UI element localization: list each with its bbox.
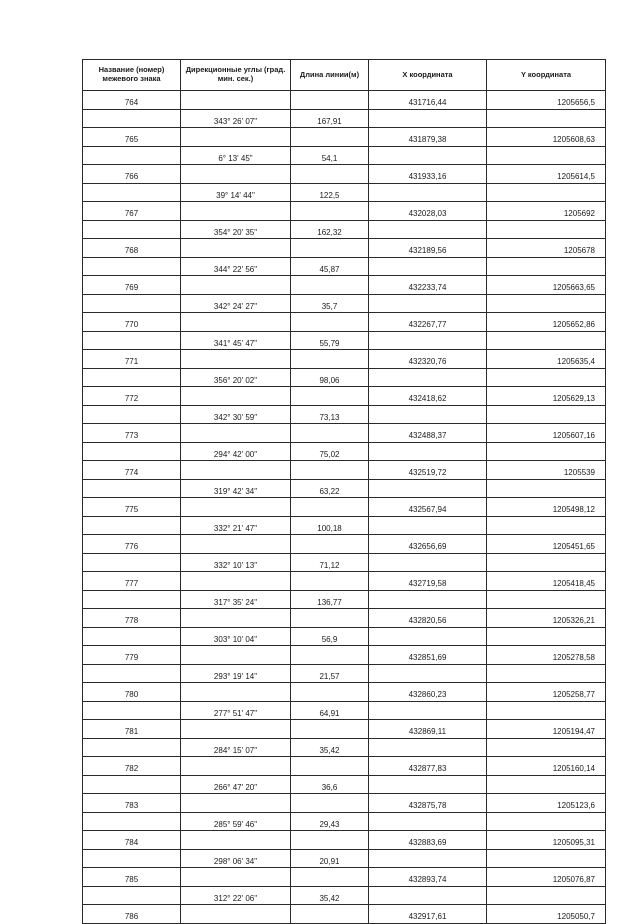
line-length-cell: 71,12 xyxy=(291,554,369,572)
empty-angle-cell xyxy=(181,128,291,147)
empty-x-cell xyxy=(369,702,487,720)
empty-name-cell xyxy=(83,517,181,535)
point-row xyxy=(83,313,606,332)
y-coordinate-cell: 1205258,77 xyxy=(487,683,606,702)
mark-name-cell: 772 xyxy=(83,387,181,406)
segment-row xyxy=(83,480,606,498)
x-coordinate-cell: 432418,62 xyxy=(369,387,487,406)
segment-row xyxy=(83,110,606,128)
empty-length-cell xyxy=(291,313,369,332)
x-coordinate-cell: 432189,56 xyxy=(369,239,487,258)
direction-angle-cell: 298° 06' 34" xyxy=(181,850,291,868)
y-coordinate-cell: 1205608,63 xyxy=(487,128,606,147)
empty-y-cell xyxy=(487,665,606,683)
segment-row xyxy=(83,665,606,683)
line-length-cell: 56,9 xyxy=(291,628,369,646)
mark-name-cell: 765 xyxy=(83,128,181,147)
segment-row xyxy=(83,628,606,646)
segment-row xyxy=(83,850,606,868)
line-length-cell: 21,57 xyxy=(291,665,369,683)
empty-angle-cell xyxy=(181,202,291,221)
line-length-cell: 35,7 xyxy=(291,295,369,313)
empty-y-cell xyxy=(487,295,606,313)
segment-row xyxy=(83,813,606,831)
line-length-cell: 73,13 xyxy=(291,406,369,424)
point-row xyxy=(83,757,606,776)
empty-y-cell xyxy=(487,110,606,128)
mark-name-cell: 783 xyxy=(83,794,181,813)
empty-name-cell xyxy=(83,184,181,202)
empty-x-cell xyxy=(369,332,487,350)
segment-row xyxy=(83,591,606,609)
point-row xyxy=(83,387,606,406)
empty-name-cell xyxy=(83,369,181,387)
x-coordinate-cell: 432877,83 xyxy=(369,757,487,776)
empty-length-cell xyxy=(291,720,369,739)
empty-angle-cell xyxy=(181,535,291,554)
empty-name-cell xyxy=(83,591,181,609)
table-header-row xyxy=(83,60,606,91)
x-coordinate-cell: 432233,74 xyxy=(369,276,487,295)
segment-row xyxy=(83,184,606,202)
empty-x-cell xyxy=(369,147,487,165)
point-row xyxy=(83,868,606,887)
mark-name-cell: 784 xyxy=(83,831,181,850)
empty-angle-cell xyxy=(181,387,291,406)
mark-name-cell: 785 xyxy=(83,868,181,887)
empty-angle-cell xyxy=(181,239,291,258)
y-coordinate-cell: 1205498,12 xyxy=(487,498,606,517)
empty-length-cell xyxy=(291,350,369,369)
empty-x-cell xyxy=(369,184,487,202)
x-coordinate-cell: 432917,61 xyxy=(369,905,487,924)
empty-name-cell xyxy=(83,221,181,239)
empty-x-cell xyxy=(369,295,487,313)
empty-y-cell xyxy=(487,517,606,535)
empty-angle-cell xyxy=(181,350,291,369)
empty-name-cell xyxy=(83,739,181,757)
mark-name-cell: 767 xyxy=(83,202,181,221)
empty-name-cell xyxy=(83,628,181,646)
segment-row xyxy=(83,887,606,905)
empty-angle-cell xyxy=(181,905,291,924)
x-coordinate-cell: 432719,58 xyxy=(369,572,487,591)
y-coordinate-cell: 1205076,87 xyxy=(487,868,606,887)
empty-length-cell xyxy=(291,276,369,295)
empty-length-cell xyxy=(291,794,369,813)
line-length-cell: 45,87 xyxy=(291,258,369,276)
empty-angle-cell xyxy=(181,572,291,591)
empty-name-cell xyxy=(83,554,181,572)
point-row xyxy=(83,202,606,221)
empty-angle-cell xyxy=(181,757,291,776)
empty-name-cell xyxy=(83,147,181,165)
y-coordinate-cell: 1205278,58 xyxy=(487,646,606,665)
empty-length-cell xyxy=(291,498,369,517)
line-length-cell: 63,22 xyxy=(291,480,369,498)
empty-angle-cell xyxy=(181,313,291,332)
empty-name-cell xyxy=(83,702,181,720)
header-mark-name: Название (номер) межевого знака xyxy=(83,60,181,91)
y-coordinate-cell: 1205095,31 xyxy=(487,831,606,850)
direction-angle-cell: 341° 45' 47" xyxy=(181,332,291,350)
empty-length-cell xyxy=(291,646,369,665)
empty-x-cell xyxy=(369,517,487,535)
y-coordinate-cell: 1205656,5 xyxy=(487,91,606,110)
empty-angle-cell xyxy=(181,609,291,628)
segment-row xyxy=(83,776,606,794)
point-row xyxy=(83,424,606,443)
x-coordinate-cell: 432851,69 xyxy=(369,646,487,665)
segment-row xyxy=(83,554,606,572)
y-coordinate-cell: 1205678 xyxy=(487,239,606,258)
empty-length-cell xyxy=(291,239,369,258)
empty-angle-cell xyxy=(181,276,291,295)
direction-angle-cell: 319° 42' 34" xyxy=(181,480,291,498)
mark-name-cell: 779 xyxy=(83,646,181,665)
line-length-cell: 162,32 xyxy=(291,221,369,239)
mark-name-cell: 766 xyxy=(83,165,181,184)
line-length-cell: 35,42 xyxy=(291,739,369,757)
empty-angle-cell xyxy=(181,91,291,110)
x-coordinate-cell: 432267,77 xyxy=(369,313,487,332)
header-y-coordinate: Y координата xyxy=(487,60,606,91)
empty-name-cell xyxy=(83,665,181,683)
point-row xyxy=(83,91,606,110)
x-coordinate-cell: 432860,23 xyxy=(369,683,487,702)
empty-angle-cell xyxy=(181,794,291,813)
direction-angle-cell: 266° 47' 20" xyxy=(181,776,291,794)
segment-row xyxy=(83,702,606,720)
empty-name-cell xyxy=(83,480,181,498)
point-row xyxy=(83,609,606,628)
empty-x-cell xyxy=(369,776,487,794)
line-length-cell: 167,91 xyxy=(291,110,369,128)
empty-x-cell xyxy=(369,665,487,683)
segment-row xyxy=(83,258,606,276)
direction-angle-cell: 317° 35' 24" xyxy=(181,591,291,609)
mark-name-cell: 786 xyxy=(83,905,181,924)
mark-name-cell: 764 xyxy=(83,91,181,110)
x-coordinate-cell: 432519,72 xyxy=(369,461,487,480)
y-coordinate-cell: 1205614,5 xyxy=(487,165,606,184)
point-row xyxy=(83,498,606,517)
empty-y-cell xyxy=(487,443,606,461)
segment-row xyxy=(83,369,606,387)
mark-name-cell: 771 xyxy=(83,350,181,369)
empty-length-cell xyxy=(291,757,369,776)
empty-name-cell xyxy=(83,776,181,794)
segment-row xyxy=(83,406,606,424)
empty-y-cell xyxy=(487,591,606,609)
y-coordinate-cell: 1205123,6 xyxy=(487,794,606,813)
point-row xyxy=(83,350,606,369)
empty-name-cell xyxy=(83,813,181,831)
empty-length-cell xyxy=(291,128,369,147)
y-coordinate-cell: 1205663,65 xyxy=(487,276,606,295)
mark-name-cell: 769 xyxy=(83,276,181,295)
empty-x-cell xyxy=(369,480,487,498)
direction-angle-cell: 312° 22' 06" xyxy=(181,887,291,905)
empty-length-cell xyxy=(291,202,369,221)
mark-name-cell: 773 xyxy=(83,424,181,443)
header-direction-angle: Дирекционные углы (град. мин. сек.) xyxy=(181,60,291,91)
empty-length-cell xyxy=(291,91,369,110)
empty-length-cell xyxy=(291,461,369,480)
empty-y-cell xyxy=(487,776,606,794)
line-length-cell: 36,6 xyxy=(291,776,369,794)
x-coordinate-cell: 432883,69 xyxy=(369,831,487,850)
x-coordinate-cell: 432488,37 xyxy=(369,424,487,443)
y-coordinate-cell: 1205692 xyxy=(487,202,606,221)
empty-x-cell xyxy=(369,110,487,128)
empty-angle-cell xyxy=(181,720,291,739)
empty-y-cell xyxy=(487,628,606,646)
header-line-length: Длина линии(м) xyxy=(291,60,369,91)
line-length-cell: 29,43 xyxy=(291,813,369,831)
line-length-cell: 75,02 xyxy=(291,443,369,461)
segment-row xyxy=(83,147,606,165)
header-x-coordinate: X координата xyxy=(369,60,487,91)
x-coordinate-cell: 432893,74 xyxy=(369,868,487,887)
y-coordinate-cell: 1205607,16 xyxy=(487,424,606,443)
direction-angle-cell: 356° 20' 02" xyxy=(181,369,291,387)
mark-name-cell: 770 xyxy=(83,313,181,332)
direction-angle-cell: 354° 20' 35" xyxy=(181,221,291,239)
point-row xyxy=(83,461,606,480)
point-row xyxy=(83,535,606,554)
empty-y-cell xyxy=(487,184,606,202)
empty-y-cell xyxy=(487,258,606,276)
direction-angle-cell: 6° 13' 45" xyxy=(181,147,291,165)
empty-y-cell xyxy=(487,406,606,424)
direction-angle-cell: 303° 10' 04" xyxy=(181,628,291,646)
direction-angle-cell: 293° 19' 14" xyxy=(181,665,291,683)
empty-name-cell xyxy=(83,406,181,424)
point-row xyxy=(83,720,606,739)
empty-length-cell xyxy=(291,424,369,443)
empty-length-cell xyxy=(291,572,369,591)
y-coordinate-cell: 1205629,13 xyxy=(487,387,606,406)
point-row xyxy=(83,646,606,665)
line-length-cell: 98,06 xyxy=(291,369,369,387)
empty-angle-cell xyxy=(181,831,291,850)
empty-name-cell xyxy=(83,258,181,276)
empty-name-cell xyxy=(83,295,181,313)
segment-row xyxy=(83,295,606,313)
empty-x-cell xyxy=(369,813,487,831)
direction-angle-cell: 39° 14' 44" xyxy=(181,184,291,202)
empty-x-cell xyxy=(369,591,487,609)
empty-length-cell xyxy=(291,868,369,887)
empty-length-cell xyxy=(291,609,369,628)
mark-name-cell: 778 xyxy=(83,609,181,628)
boundary-points-table xyxy=(82,59,606,924)
direction-angle-cell: 343° 26' 07" xyxy=(181,110,291,128)
empty-x-cell xyxy=(369,887,487,905)
direction-angle-cell: 342° 30' 59" xyxy=(181,406,291,424)
empty-angle-cell xyxy=(181,461,291,480)
x-coordinate-cell: 432320,76 xyxy=(369,350,487,369)
x-coordinate-cell: 432869,11 xyxy=(369,720,487,739)
line-length-cell: 136,77 xyxy=(291,591,369,609)
x-coordinate-cell: 432875,78 xyxy=(369,794,487,813)
mark-name-cell: 774 xyxy=(83,461,181,480)
empty-y-cell xyxy=(487,887,606,905)
x-coordinate-cell: 432567,94 xyxy=(369,498,487,517)
empty-x-cell xyxy=(369,443,487,461)
empty-x-cell xyxy=(369,739,487,757)
y-coordinate-cell: 1205418,45 xyxy=(487,572,606,591)
empty-name-cell xyxy=(83,110,181,128)
line-length-cell: 122,5 xyxy=(291,184,369,202)
empty-x-cell xyxy=(369,628,487,646)
point-row xyxy=(83,831,606,850)
mark-name-cell: 775 xyxy=(83,498,181,517)
y-coordinate-cell: 1205539 xyxy=(487,461,606,480)
y-coordinate-cell: 1205652,86 xyxy=(487,313,606,332)
mark-name-cell: 768 xyxy=(83,239,181,258)
empty-angle-cell xyxy=(181,165,291,184)
empty-angle-cell xyxy=(181,646,291,665)
x-coordinate-cell: 432028,03 xyxy=(369,202,487,221)
mark-name-cell: 781 xyxy=(83,720,181,739)
segment-row xyxy=(83,332,606,350)
empty-name-cell xyxy=(83,887,181,905)
y-coordinate-cell: 1205451,65 xyxy=(487,535,606,554)
y-coordinate-cell: 1205160,14 xyxy=(487,757,606,776)
empty-x-cell xyxy=(369,554,487,572)
empty-y-cell xyxy=(487,702,606,720)
point-row xyxy=(83,794,606,813)
x-coordinate-cell: 431879,38 xyxy=(369,128,487,147)
empty-length-cell xyxy=(291,831,369,850)
line-length-cell: 55,79 xyxy=(291,332,369,350)
empty-x-cell xyxy=(369,258,487,276)
line-length-cell: 100,18 xyxy=(291,517,369,535)
empty-angle-cell xyxy=(181,424,291,443)
empty-length-cell xyxy=(291,905,369,924)
y-coordinate-cell: 1205194,47 xyxy=(487,720,606,739)
segment-row xyxy=(83,221,606,239)
empty-x-cell xyxy=(369,369,487,387)
direction-angle-cell: 332° 10' 13" xyxy=(181,554,291,572)
empty-length-cell xyxy=(291,165,369,184)
direction-angle-cell: 284° 15' 07" xyxy=(181,739,291,757)
point-row xyxy=(83,165,606,184)
x-coordinate-cell: 432820,56 xyxy=(369,609,487,628)
empty-angle-cell xyxy=(181,498,291,517)
point-row xyxy=(83,276,606,295)
x-coordinate-cell: 431716,44 xyxy=(369,91,487,110)
direction-angle-cell: 277° 51' 47" xyxy=(181,702,291,720)
line-length-cell: 20,91 xyxy=(291,850,369,868)
empty-name-cell xyxy=(83,332,181,350)
empty-y-cell xyxy=(487,221,606,239)
direction-angle-cell: 342° 24' 27" xyxy=(181,295,291,313)
empty-y-cell xyxy=(487,739,606,757)
point-row xyxy=(83,683,606,702)
direction-angle-cell: 332° 21' 47" xyxy=(181,517,291,535)
empty-length-cell xyxy=(291,535,369,554)
line-length-cell: 64,91 xyxy=(291,702,369,720)
segment-row xyxy=(83,517,606,535)
mark-name-cell: 780 xyxy=(83,683,181,702)
x-coordinate-cell: 431933,16 xyxy=(369,165,487,184)
direction-angle-cell: 285° 59' 46" xyxy=(181,813,291,831)
empty-angle-cell xyxy=(181,683,291,702)
segment-row xyxy=(83,443,606,461)
empty-length-cell xyxy=(291,683,369,702)
empty-y-cell xyxy=(487,813,606,831)
empty-y-cell xyxy=(487,369,606,387)
empty-x-cell xyxy=(369,850,487,868)
empty-y-cell xyxy=(487,554,606,572)
empty-x-cell xyxy=(369,406,487,424)
mark-name-cell: 782 xyxy=(83,757,181,776)
segment-row xyxy=(83,739,606,757)
point-row xyxy=(83,128,606,147)
empty-name-cell xyxy=(83,850,181,868)
y-coordinate-cell: 1205326,21 xyxy=(487,609,606,628)
point-row xyxy=(83,239,606,258)
mark-name-cell: 776 xyxy=(83,535,181,554)
mark-name-cell: 777 xyxy=(83,572,181,591)
table-body xyxy=(83,91,606,924)
empty-y-cell xyxy=(487,147,606,165)
empty-y-cell xyxy=(487,480,606,498)
empty-length-cell xyxy=(291,387,369,406)
empty-angle-cell xyxy=(181,868,291,887)
point-row xyxy=(83,905,606,924)
empty-x-cell xyxy=(369,221,487,239)
direction-angle-cell: 344° 22' 56" xyxy=(181,258,291,276)
point-row xyxy=(83,572,606,591)
line-length-cell: 35,42 xyxy=(291,887,369,905)
empty-y-cell xyxy=(487,332,606,350)
empty-name-cell xyxy=(83,443,181,461)
x-coordinate-cell: 432656,69 xyxy=(369,535,487,554)
y-coordinate-cell: 1205635,4 xyxy=(487,350,606,369)
empty-y-cell xyxy=(487,850,606,868)
y-coordinate-cell: 1205050,7 xyxy=(487,905,606,924)
direction-angle-cell: 294° 42' 00" xyxy=(181,443,291,461)
line-length-cell: 54,1 xyxy=(291,147,369,165)
